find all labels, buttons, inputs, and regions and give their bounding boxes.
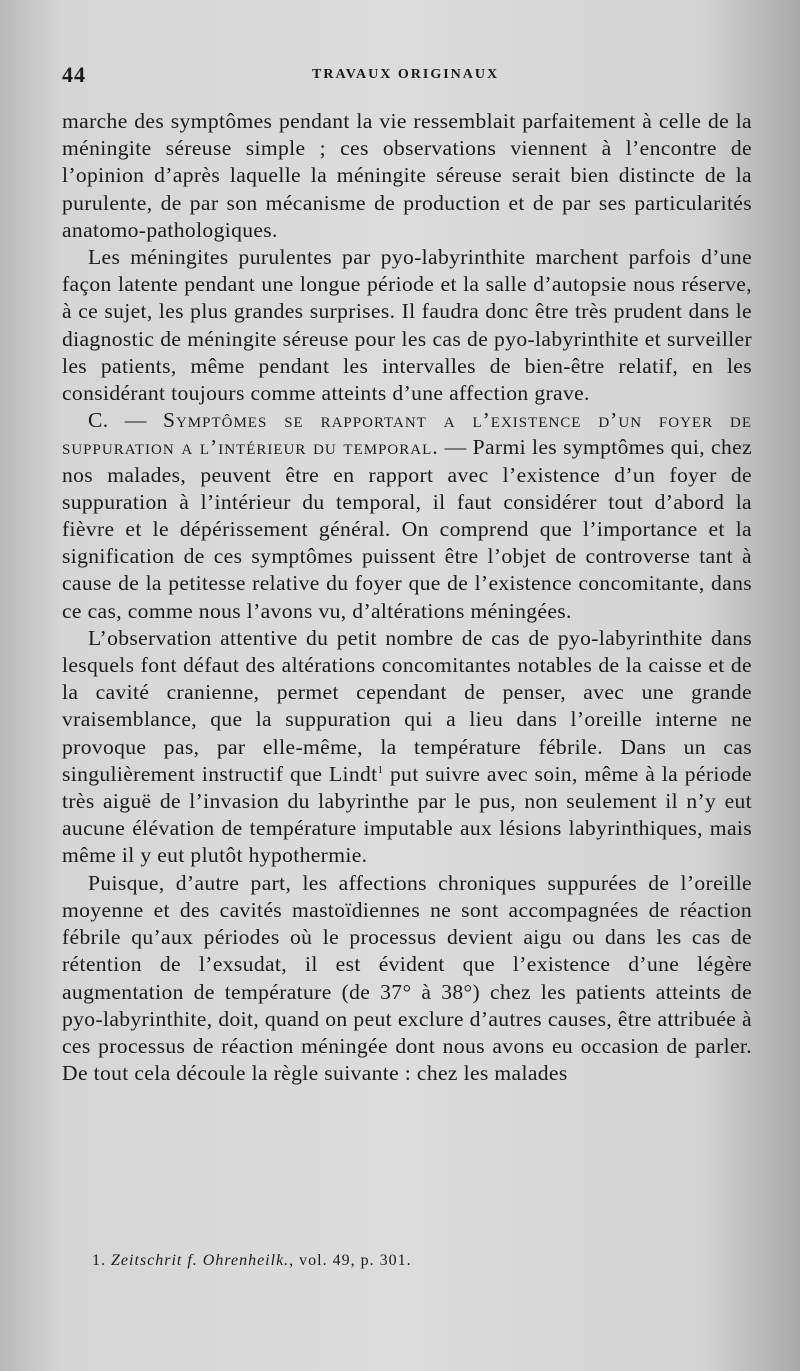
paragraph-3-text: — Parmi les symptômes qui, chez nos malades, peuvent être en rapport avec l’existence d’un foyer de suppuration à l’intérieur du temporal, il faut considérer tout d’abord la fièvre et le dépérissement général. On comprend que l’importance et la signification de ces symptômes puissent être l’objet de controverse tant à cause de la petitesse relative du foyer que de l’existence concomitante, dans ce cas, comme nous l’avons vu, d’altérations méningées.	[62, 435, 753, 623]
paragraph-2: Les méningites purulentes par pyo-labyrinthite marchent parfois d’une façon latente pendant une longue période et la salle d’autopsie nous réserve, à ce sujet, les plus grandes surprises. Il faudra donc être très prudent dans le diagnostic de méningite séreuse pour les cas de pyo-labyrinthite et surveiller les patients, même pendant les intervalles de bien-être relatif, en les considérant toujours comme atteints d’une affection grave.	[62, 245, 752, 406]
page-number: 44	[62, 62, 86, 87]
paragraph-4-text-a: L’observation attentive du petit nombre de cas de pyo-labyrinthite dans lesquels font défaut des altérations concomitantes notables de la caisse et de la cavité cranienne, permet cependant de penser, avec une grande vraisemblance, que la suppuration qui a lieu dans l’oreille interne ne provoque pas, par elle-même, la température fébrile. Dans un cas singulièrement instructif que Lindt	[62, 625, 752, 786]
paragraph-5: Puisque, d’autre part, les affections chroniques suppurées de l’oreille moyenne et des cavités mastoïdiennes ne sont accompagnées de réaction fébrile qu’aux périodes où le processus devient aigu ou dans les cas de rétention de l’exsudat, il est évident que l’existence d’une légère augmentation de température (de 37° à 38°) chez les patients atteints de pyo-labyrinthite, doit, quand on peut exclure d’autres causes, être attribuée à ces processus de réaction méningée dont nous avons eu occasion de parler. De tout cela découle la règle suivante : chez les malades	[62, 870, 752, 1086]
footnote-number: 1.	[92, 1252, 106, 1269]
paragraph-4	[62, 625, 752, 870]
footnote-reference: 1	[377, 763, 384, 776]
footnote-reference-text: , vol. 49, p. 301.	[289, 1252, 412, 1269]
body-text	[62, 108, 752, 1087]
running-head	[62, 62, 752, 86]
paragraph-4-text-b: put suivre avec soin, même à la période très aiguë de l’invasion du labyrinthe par le pus, non seulement il n’y eut aucune élévation de température imputable aux lésions labyrinthiques, mais même il y eut plutôt hypothermie.	[62, 761, 752, 868]
section-label: C. —	[88, 408, 163, 433]
paragraph-1: marche des symptômes pendant la vie ressemblait parfaitement à celle de la méningite séreuse simple ; ces observations viennent à l’encontre de l’opinion d’après laquelle la méningite séreuse serait bien distincte de la purulente, de par son mécanisme de production et de par ses particularités anatomo-pathologiques.	[62, 109, 752, 242]
paragraph-3	[62, 407, 752, 625]
section-heading: Symptômes se rapportant a l’existence d’un foyer de suppuration a l’intérieur du temporal.	[62, 408, 752, 460]
footnote	[92, 1252, 712, 1270]
footnote-journal: Zeitschrit f. Ohrenheilk.	[111, 1252, 290, 1269]
running-title: TRAVAUX ORIGINAUX	[312, 67, 500, 82]
